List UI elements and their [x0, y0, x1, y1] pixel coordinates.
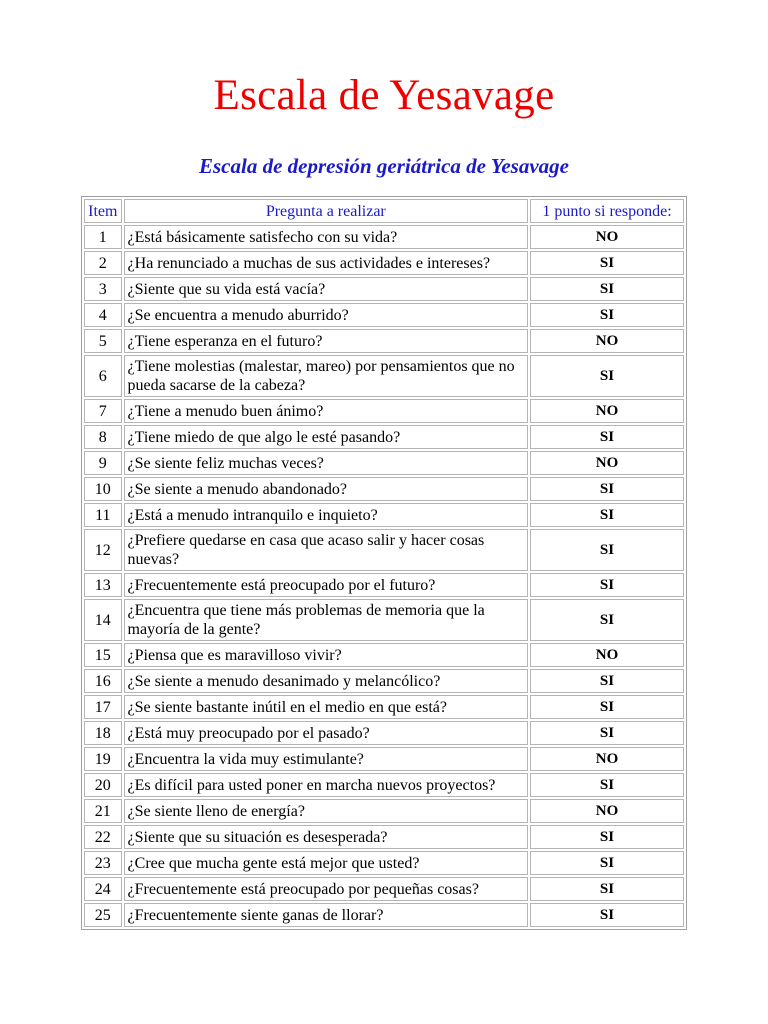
row-answer: SI [530, 477, 684, 501]
row-item-number: 19 [84, 747, 122, 771]
table-row [84, 477, 684, 501]
row-answer: SI [530, 773, 684, 797]
row-answer: SI [530, 529, 684, 571]
row-question: ¿Se siente a menudo desanimado y melancólico? [124, 669, 528, 693]
table-row [84, 903, 684, 927]
row-item-number: 5 [84, 329, 122, 353]
row-question: ¿Encuentra la vida muy estimulante? [124, 747, 528, 771]
row-item-number: 16 [84, 669, 122, 693]
row-answer: NO [530, 643, 684, 667]
row-answer: SI [530, 721, 684, 745]
page-title: Escala de Yesavage [213, 72, 555, 119]
row-question: ¿Tiene molestias (malestar, mareo) por pensamientos que no pueda sacarse de la cabeza? [124, 355, 528, 397]
row-question: ¿Cree que mucha gente está mejor que usted? [124, 851, 528, 875]
row-item-number: 8 [84, 425, 122, 449]
table-row [84, 851, 684, 875]
row-question: ¿Se siente bastante inútil en el medio en que está? [124, 695, 528, 719]
table-row [84, 251, 684, 275]
row-answer: SI [530, 825, 684, 849]
row-item-number: 25 [84, 903, 122, 927]
header-answer: 1 punto si responde: [530, 199, 684, 223]
row-question: ¿Se siente lleno de energía? [124, 799, 528, 823]
row-item-number: 9 [84, 451, 122, 475]
row-question: ¿Frecuentemente está preocupado por el futuro? [124, 573, 528, 597]
row-item-number: 7 [84, 399, 122, 423]
row-answer: SI [530, 877, 684, 901]
table-row [84, 529, 684, 571]
table-row [84, 277, 684, 301]
row-item-number: 24 [84, 877, 122, 901]
row-item-number: 23 [84, 851, 122, 875]
row-answer: SI [530, 425, 684, 449]
table-row [84, 329, 684, 353]
row-question: ¿Frecuentemente siente ganas de llorar? [124, 903, 528, 927]
table-row [84, 643, 684, 667]
row-answer: NO [530, 747, 684, 771]
row-question: ¿Siente que su situación es desesperada? [124, 825, 528, 849]
row-item-number: 18 [84, 721, 122, 745]
table-row [84, 599, 684, 641]
table-row [84, 773, 684, 797]
row-answer: NO [530, 799, 684, 823]
row-item-number: 22 [84, 825, 122, 849]
row-answer: SI [530, 277, 684, 301]
row-question: ¿Está a menudo intranquilo e inquieto? [124, 503, 528, 527]
page-subtitle: Escala de depresión geriátrica de Yesavage [199, 154, 569, 178]
row-item-number: 20 [84, 773, 122, 797]
table-row [84, 747, 684, 771]
row-item-number: 13 [84, 573, 122, 597]
row-question: ¿Siente que su vida está vacía? [124, 277, 528, 301]
row-answer: SI [530, 695, 684, 719]
row-item-number: 6 [84, 355, 122, 397]
row-answer: NO [530, 399, 684, 423]
row-item-number: 17 [84, 695, 122, 719]
row-question: ¿Se siente feliz muchas veces? [124, 451, 528, 475]
table-header-row [84, 199, 684, 223]
row-answer: SI [530, 851, 684, 875]
row-question: ¿Piensa que es maravilloso vivir? [124, 643, 528, 667]
row-answer: SI [530, 599, 684, 641]
row-question: ¿Se siente a menudo abandonado? [124, 477, 528, 501]
table-row [84, 573, 684, 597]
row-question: ¿Se encuentra a menudo aburrido? [124, 303, 528, 327]
row-question: ¿Prefiere quedarse en casa que acaso salir y hacer cosas nuevas? [124, 529, 528, 571]
row-question: ¿Es difícil para usted poner en marcha nuevos proyectos? [124, 773, 528, 797]
table-row [84, 721, 684, 745]
row-question: ¿Tiene miedo de que algo le esté pasando? [124, 425, 528, 449]
header-item: Item [84, 199, 122, 223]
table-row [84, 399, 684, 423]
yesavage-table [81, 196, 687, 930]
row-question: ¿Tiene a menudo buen ánimo? [124, 399, 528, 423]
table-row [84, 355, 684, 397]
table-row [84, 799, 684, 823]
table-row [84, 695, 684, 719]
header-question: Pregunta a realizar [124, 199, 528, 223]
row-answer: NO [530, 451, 684, 475]
table-row [84, 825, 684, 849]
table-row [84, 451, 684, 475]
row-question: ¿Frecuentemente está preocupado por pequeñas cosas? [124, 877, 528, 901]
row-item-number: 14 [84, 599, 122, 641]
row-item-number: 15 [84, 643, 122, 667]
row-question: ¿Tiene esperanza en el futuro? [124, 329, 528, 353]
row-item-number: 1 [84, 225, 122, 249]
row-question: ¿Encuentra que tiene más problemas de memoria que la mayoría de la gente? [124, 599, 528, 641]
row-answer: SI [530, 669, 684, 693]
row-question: ¿Está básicamente satisfecho con su vida? [124, 225, 528, 249]
row-answer: SI [530, 903, 684, 927]
row-item-number: 10 [84, 477, 122, 501]
table-row [84, 303, 684, 327]
row-answer: SI [530, 303, 684, 327]
row-item-number: 12 [84, 529, 122, 571]
row-item-number: 21 [84, 799, 122, 823]
row-item-number: 2 [84, 251, 122, 275]
table-body [84, 225, 684, 927]
row-answer: SI [530, 251, 684, 275]
table-row [84, 225, 684, 249]
row-question: ¿Ha renunciado a muchas de sus actividades e intereses? [124, 251, 528, 275]
row-answer: NO [530, 329, 684, 353]
row-answer: SI [530, 503, 684, 527]
row-answer: SI [530, 355, 684, 397]
row-item-number: 11 [84, 503, 122, 527]
table-row [84, 669, 684, 693]
table-row [84, 425, 684, 449]
row-item-number: 3 [84, 277, 122, 301]
table-row [84, 877, 684, 901]
row-item-number: 4 [84, 303, 122, 327]
row-question: ¿Está muy preocupado por el pasado? [124, 721, 528, 745]
row-answer: SI [530, 573, 684, 597]
table-row [84, 503, 684, 527]
row-answer: NO [530, 225, 684, 249]
